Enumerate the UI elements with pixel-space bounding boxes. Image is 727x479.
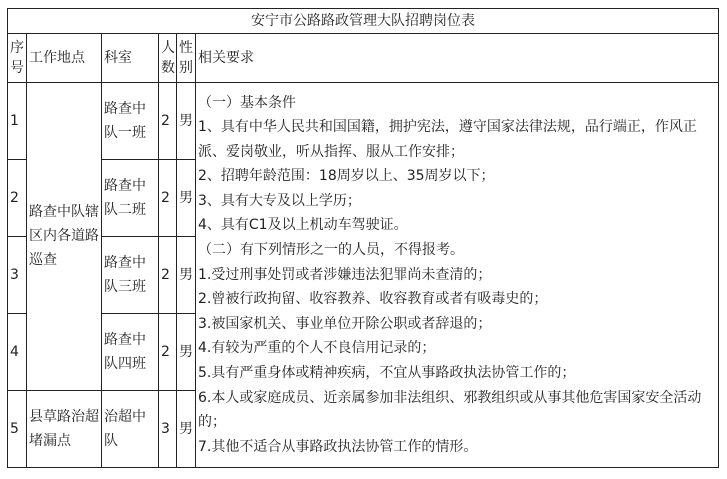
recruitment-table: [7, 8, 719, 468]
gender-cell: 男: [177, 159, 196, 236]
requirement-item: 3、具有大专及以上学历；: [198, 192, 361, 209]
row-seq: 1: [8, 82, 27, 159]
department-cell: 路查中队三班: [102, 236, 159, 313]
requirement-item: 6.本人或家庭成员、近亲属参加非法组织、邪教组织或从事其他危害国家安全活动的；: [198, 389, 702, 431]
count-cell: 3: [159, 390, 177, 467]
header-department: 科室: [102, 34, 159, 83]
row-seq: 3: [8, 236, 27, 313]
requirement-item: 4.有较为严重的个人不良信用记录的；: [198, 340, 436, 357]
header-count: 人数: [159, 34, 177, 83]
requirement-item: 5.具有严重身体或精神疾病，不宜从事路政执法协管工作的；: [198, 365, 576, 382]
row-seq: 5: [8, 390, 27, 467]
requirement-item: （一）基本条件: [198, 94, 296, 111]
requirement-item: 2、招聘年龄范围：18周岁以上、35周岁以下；: [198, 168, 495, 185]
location-cell: 县草路治超堵漏点: [27, 390, 102, 467]
count-cell: 2: [159, 159, 177, 236]
header-seq: 序号: [8, 34, 27, 83]
header-gender: 性别: [177, 34, 196, 83]
requirements-cell: [196, 82, 719, 467]
department-cell: 路查中队四班: [102, 313, 159, 390]
department-cell: 路查中队二班: [102, 159, 159, 236]
header-location: 工作地点: [27, 34, 102, 83]
count-cell: 2: [159, 236, 177, 313]
requirement-item: 1、具有中华人民共和国国籍，拥护宪法，遵守国家法律法规，品行端正，作风正派、爱岗敬业，听从指挥、服从工作安排；: [198, 119, 697, 160]
requirement-item: 3.被国家机关、事业单位开除公职或者辞退的；: [198, 315, 492, 332]
requirement-item: 7.其他不适合从事路政执法协管工作的情形。: [198, 438, 478, 455]
requirement-item: 1.受过刑事处罚或者涉嫌违法犯罪尚未查清的；: [198, 266, 492, 283]
requirement-item: 2.曾被行政拘留、收容教养、收容教育或者有吸毒史的；: [198, 291, 548, 308]
count-cell: 2: [159, 82, 177, 159]
row-seq: 2: [8, 159, 27, 236]
department-cell: 路查中队一班: [102, 82, 159, 159]
table-title: 安宁市公路路政管理大队招聘岗位表: [8, 9, 719, 34]
row-seq: 4: [8, 313, 27, 390]
gender-cell: 男: [177, 236, 196, 313]
count-cell: 2: [159, 313, 177, 390]
location-cell: 路查中队辖区内各道路巡查: [27, 82, 102, 390]
gender-cell: 男: [177, 82, 196, 159]
gender-cell: 男: [177, 390, 196, 467]
department-cell: 治超中队: [102, 390, 159, 467]
requirement-item: （二）有下列情形之一的人员，不得报考。: [198, 242, 464, 259]
header-requirements: 相关要求: [196, 34, 719, 83]
gender-cell: 男: [177, 313, 196, 390]
requirement-item: 4、具有C1及以上机动车驾驶证。: [198, 217, 408, 234]
table-row: [8, 82, 719, 159]
